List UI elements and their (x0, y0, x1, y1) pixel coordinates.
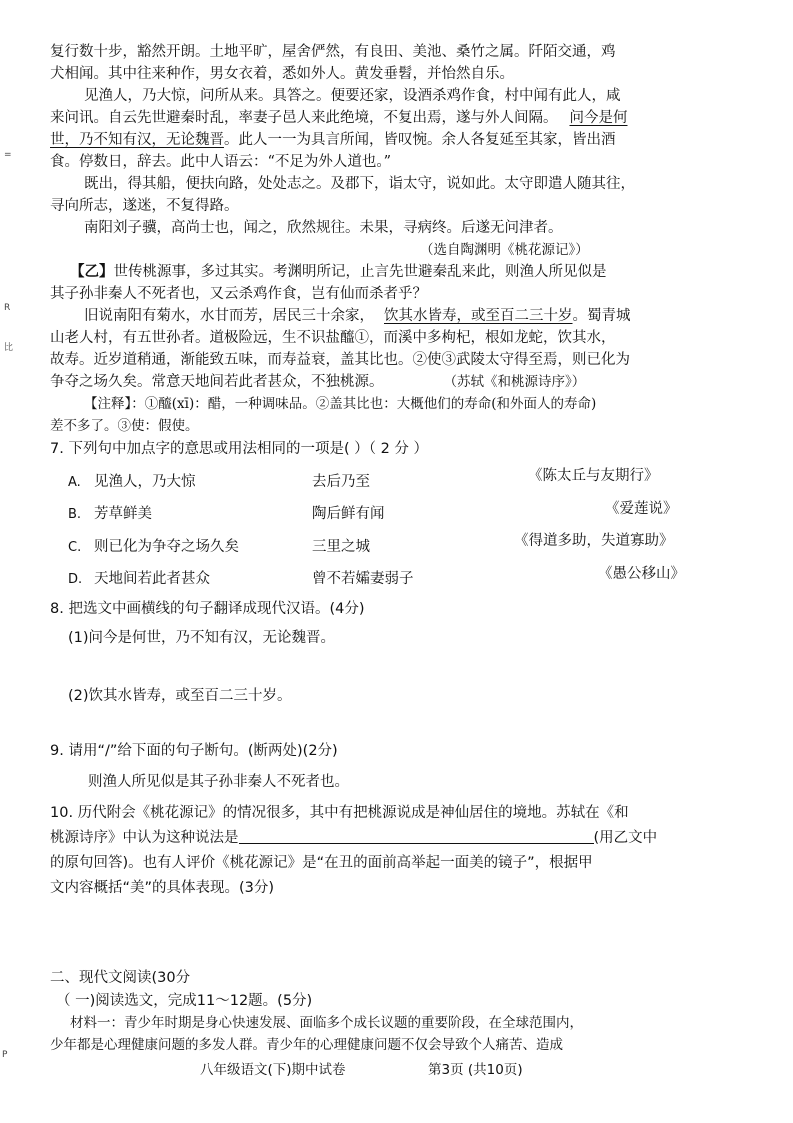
jia-line: 食。停数日，辞去。此中人语云：“不足为外人道也。” (50, 154, 392, 170)
yi-note: 差不多了。③使：假使。 (50, 418, 199, 434)
q7-option-a: 芳草鲜美 (94, 506, 152, 522)
q10-line (50, 828, 657, 848)
jia-line: 寻向所志，遂迷，不复得路。 (50, 198, 239, 214)
q10-text: 桃源诗序》中认为这种说法是 (50, 830, 239, 846)
jia-text: 来问讯。自云先世避秦时乱，率妻子邑人来此绝境，不复出焉，遂与外人间隔。 (50, 110, 558, 126)
margin-mark: 比 (4, 343, 14, 353)
yi-line: 故寿。近岁道稍通，渐能致五味，而寿益衰，盖其比也。②使③武陵太守得至焉，则已化为 (50, 352, 630, 368)
q8-sentence: (2)饮其水皆寿，或至百二三十岁。 (68, 688, 292, 704)
underlined-sentence: 饮其水皆寿，或至百二三十岁 (384, 308, 573, 324)
underlined-sentence: 问今是何 (569, 110, 628, 126)
jia-line: 既出，得其船，便扶向路，处处志之。及郡下，诣太守，说如此。太守即遣人随其往， (84, 176, 635, 192)
yi-source: （苏轼《和桃源诗序》） (443, 374, 586, 390)
q7-option-b: 去后乃至 (312, 474, 370, 490)
q7-option-b: 陶后鲜有闻 (312, 506, 385, 522)
q7-option-b: 曾不若孀妻弱子 (312, 571, 414, 587)
yi-line (70, 262, 607, 282)
q7-option-a: 天地间若此者甚众 (94, 571, 210, 587)
jia-line (50, 130, 616, 150)
yi-line: 其子孙非秦人不死者也，又云杀鸡作食，岂有仙而杀者乎？ (50, 286, 427, 302)
yi-line: 山老人村，有五世孙者。道极险远，生不识盐醯①，而溪中多枸杞，根如龙蛇，饮其水， (50, 330, 616, 346)
margin-mark: P (2, 1050, 8, 1060)
q10-line: 10. 历代附会《桃花源记》的情况很多，其中有把桃源说成是神仙居住的境地。苏轼在《和 (50, 805, 629, 821)
q7-option-label: B. (68, 507, 82, 522)
margin-mark: R (4, 303, 11, 313)
jia-line: 南阳刘子骥，高尚士也，闻之，欣然规往。未果，寻病终。后遂无问津者。 (84, 220, 563, 236)
margin-mark: = (4, 150, 12, 160)
q9-sentence: 则渔人所见似是其子孙非秦人不死者也。 (88, 774, 349, 790)
jia-text: 。此人一一为具言所闻，皆叹惋。余人各复延至其家，皆出酒 (224, 132, 616, 148)
q7-option-a: 则已化为争夺之场久矣 (94, 539, 239, 555)
footer-exam-title: 八年级语文(下)期中试卷 (200, 1062, 346, 1078)
yi-line (84, 306, 631, 326)
jia-line: 见渔人，乃大惊，问所从来。具答之。便要还家，设酒杀鸡作食，村中闻有此人，咸 (84, 88, 621, 104)
q10-line: 的原句回答)。也有人评价《桃花源记》是“在丑的面前高举起一面美的镜子”，根据甲 (50, 855, 593, 871)
yi-line (50, 372, 585, 392)
jia-line: 复行数十步，豁然开朗。土地平旷，屋舍俨然，有良田、美池、桑竹之属。阡陌交通，鸡 (50, 44, 616, 60)
jia-source: （选自陶渊明《桃花源记》） (420, 242, 589, 258)
jia-line (50, 108, 628, 128)
material-line: 材料一：青少年时期是身心快速发展、面临多个成长议题的重要阶段，在全球范围内， (70, 1015, 583, 1031)
q7-option-source: 《愚公移山》 (598, 566, 685, 582)
answer-blank[interactable] (239, 828, 594, 844)
section-title: 二、现代文阅读(30分 (50, 970, 191, 986)
q7-option-a: 见渔人，乃大惊 (94, 474, 196, 490)
q7-option-source: 《爱莲说》 (605, 501, 678, 517)
footer-page-number: 第3页 (共10页) (428, 1062, 523, 1078)
q8-stem: 8. 把选文中画横线的句子翻译成现代汉语。(4分) (50, 601, 365, 617)
q7-option-label: A. (68, 475, 81, 490)
q10-line: 文内容概括“美”的具体表现。(3分) (50, 880, 275, 896)
q7-option-b: 三里之城 (312, 539, 370, 555)
yi-text: 。蜀青城 (572, 308, 631, 324)
q10-text: (用乙文中 (593, 830, 658, 846)
yi-text: 世传桃源事，多过其实。考渊明所记，止言先世避秦乱来此，则渔人所见似是 (113, 264, 607, 280)
material-line: 少年都是心理健康问题的多发人群。青少年的心理健康问题不仅会导致个人痛苦、造成 (50, 1037, 563, 1053)
q7-stem: 7. 下列句中加点字的意思或用法相同的一项是( ）（ 2 分 ） (50, 441, 429, 457)
q7-option-label: C. (68, 540, 82, 555)
q7-option-source: 《陈太丘与友期行》 (528, 468, 659, 484)
yi-text: 争夺之场久矣。常意天地间若此者甚众，不独桃源。 (50, 374, 384, 390)
q8-sentence: (1)问今是何世，乃不知有汉，无论魏晋。 (68, 630, 336, 646)
section-subtitle: （ 一)阅读选文，完成11～12题。(5分) (56, 993, 313, 1009)
q7-option-label: D. (68, 572, 83, 587)
jia-line: 犬相闻。其中往来种作，男女衣着，悉如外人。黄发垂髫，并怡然自乐。 (50, 66, 514, 82)
q9-stem: 9. 请用“/”给下面的句子断句。(断两处)(2分) (50, 743, 338, 759)
underlined-sentence: 世，乃不知有汉，无论魏晋 (50, 132, 224, 148)
yi-note: 【注释】：①醯(xī)：醋，一种调味品。②盖其比也：大概他们的寿命(和外面人的寿命) (84, 396, 597, 412)
yi-text: 旧说南阳有菊水，水甘而芳，居民三十余家， (84, 308, 374, 324)
q7-option-source: 《得道多助，失道寡助》 (514, 533, 674, 549)
yi-tag: 【乙】 (70, 263, 114, 280)
